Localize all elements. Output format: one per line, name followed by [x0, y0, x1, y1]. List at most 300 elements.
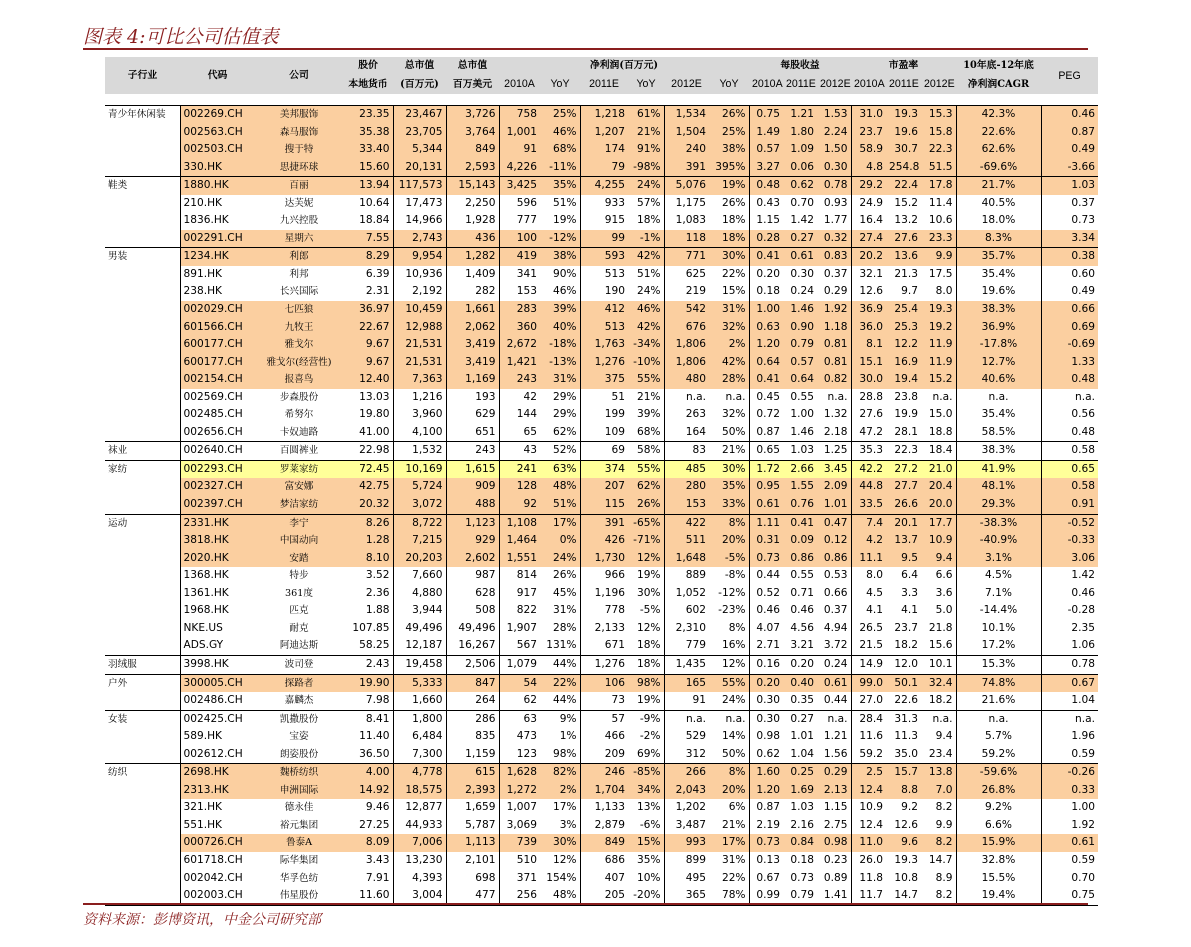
profit-yoy-2011-cell: -1% — [628, 230, 664, 248]
peg-cell: 3.34 — [1041, 230, 1098, 248]
profit-2010a-cell: 42 — [523, 390, 537, 403]
code-cell: 601566.CH — [180, 319, 255, 337]
profit-yoy-2010-cell: 51% — [540, 496, 580, 514]
market-cap-cell: 4,393 — [393, 870, 446, 888]
profit-cagr-cell: 35.4% — [956, 406, 1041, 424]
profit-2010a-cell: 243 — [499, 371, 540, 389]
pe-2011e-cell: 30.7 — [886, 141, 921, 159]
profit-yoy-2011-cell: -2% — [628, 728, 664, 746]
pe-2012e-cell: 18.4 — [921, 442, 956, 461]
profit-2012e-cell: 625 — [685, 267, 706, 280]
peg-cell: 1.00 — [1071, 801, 1095, 814]
price-cell: 72.45 — [343, 460, 393, 478]
header-sub: 2011E — [886, 75, 921, 94]
eps-2011e-cell: 0.09 — [783, 532, 817, 550]
profit-2012e-cell: 529 — [685, 730, 706, 743]
profit-2011e-cell: 426 — [580, 532, 628, 550]
profit-2010a-cell: 1,007 — [506, 801, 537, 814]
profit-cagr-cell: 48.1% — [956, 478, 1041, 496]
eps-2012e-cell: 1.32 — [817, 406, 851, 424]
eps-2012e-cell: 1.53 — [817, 106, 851, 124]
eps-2012e-cell: 0.37 — [817, 602, 851, 620]
profit-yoy-2010-cell: 2% — [540, 782, 580, 800]
profit-cagr-cell: 40.6% — [956, 371, 1041, 389]
profit-yoy-2010-cell: 98% — [540, 746, 580, 764]
header-sub: YoY — [540, 75, 580, 94]
eps-2010a-cell: 1.15 — [756, 214, 780, 227]
market-cap-cell: 21,531 — [393, 336, 446, 354]
header-price: 股价 — [343, 57, 393, 75]
pe-2012e-cell: 10.9 — [921, 532, 956, 550]
profit-yoy-2011-cell: 55% — [628, 460, 664, 478]
eps-2010a-cell: 0.41 — [749, 371, 783, 389]
pe-2011e-cell: 26.6 — [886, 496, 921, 514]
profit-yoy-2012-cell: 31% — [709, 852, 749, 870]
profit-yoy-2010-cell: 28% — [540, 620, 580, 638]
profit-cagr-cell: 36.9% — [956, 319, 1041, 337]
sector-cell — [105, 496, 180, 514]
profit-yoy-2010-cell: 48% — [540, 887, 580, 905]
pe-2010a-cell: 11.8 — [859, 871, 883, 884]
peg-cell: -0.52 — [1041, 514, 1098, 532]
peg-cell: -0.33 — [1041, 532, 1098, 550]
peg-cell: 1.42 — [1071, 569, 1095, 582]
profit-yoy-2011-cell: 35% — [628, 852, 664, 870]
pe-2011e-cell: 13.6 — [886, 248, 921, 266]
table-row — [105, 371, 1098, 389]
profit-2012e-cell: 91 — [692, 694, 706, 707]
eps-2012e-cell: 0.83 — [817, 248, 851, 266]
profit-cagr-cell: -59.6% — [956, 764, 1041, 782]
table-row — [105, 248, 1098, 266]
pe-2012e-cell: 20.4 — [921, 478, 956, 496]
company-name-cell: 思捷环球 — [255, 159, 343, 177]
pe-2010a-cell: 8.0 — [866, 569, 883, 582]
pe-2010a-cell: 31.0 — [851, 106, 886, 124]
sector-cell — [105, 870, 180, 888]
eps-2011e-cell: 0.79 — [783, 336, 817, 354]
profit-2012e-cell: 312 — [685, 747, 706, 760]
price-cell: 8.10 — [343, 550, 393, 568]
profit-2011e-cell: 778 — [604, 604, 625, 617]
eps-2011e-cell: 1.09 — [783, 141, 817, 159]
sector-cell — [105, 585, 180, 603]
profit-2011e-cell: 4,255 — [580, 177, 628, 195]
eps-2011e-cell: 0.27 — [783, 230, 817, 248]
eps-2012e-cell: n.a. — [817, 389, 851, 407]
code-cell: 002154.CH — [180, 371, 255, 389]
code-cell: 1361.HK — [183, 586, 229, 599]
peg-cell: 0.78 — [1041, 655, 1098, 674]
price-cell: 18.84 — [343, 212, 393, 230]
table-row — [105, 655, 1098, 674]
profit-2010a-cell: 1,079 — [499, 655, 540, 674]
profit-yoy-2010-cell: 52% — [540, 442, 580, 461]
eps-2012e-cell: 0.89 — [817, 870, 851, 888]
eps-2011e-cell: 0.79 — [783, 887, 817, 905]
profit-2012e-cell: 266 — [664, 764, 709, 782]
code-cell: 600177.CH — [180, 336, 255, 354]
profit-yoy-2010-cell: 40% — [540, 319, 580, 337]
profit-2012e-cell: 779 — [685, 639, 706, 652]
pe-2010a-cell: 42.2 — [851, 460, 886, 478]
market-cap-usd-cell: 1,659 — [446, 799, 499, 817]
eps-2012e-cell: 2.24 — [817, 124, 851, 142]
header-eps: 每股收益 — [749, 57, 851, 75]
market-cap-usd-cell: 1,928 — [446, 212, 499, 230]
eps-2010a-cell: 0.18 — [756, 285, 780, 298]
peg-cell: 0.46 — [1071, 586, 1095, 599]
eps-2011e-cell: 0.57 — [783, 354, 817, 372]
sector-cell: 袜业 — [105, 442, 180, 461]
sector-cell — [105, 389, 180, 407]
peg-cell: 3.06 — [1041, 550, 1098, 568]
profit-yoy-2012-cell: 55% — [709, 674, 749, 692]
pe-2012e-cell: 13.8 — [921, 764, 956, 782]
profit-2011e-cell: 106 — [580, 674, 628, 692]
profit-cagr-cell: 22.6% — [956, 124, 1041, 142]
eps-2011e-cell: 0.62 — [783, 177, 817, 195]
price-cell: 42.75 — [343, 478, 393, 496]
profit-2012e-cell: 219 — [685, 285, 706, 298]
profit-yoy-2012-cell: 38% — [709, 141, 749, 159]
market-cap-usd-cell: 3,419 — [446, 354, 499, 372]
eps-2010a-cell: 0.72 — [756, 408, 780, 421]
market-cap-usd-cell: 849 — [446, 141, 499, 159]
profit-yoy-2011-cell: 19% — [628, 692, 664, 710]
profit-yoy-2012-cell: 8% — [709, 620, 749, 638]
company-name-cell: 九兴控股 — [279, 215, 319, 227]
table-row — [105, 674, 1098, 692]
market-cap-usd-cell: 615 — [446, 764, 499, 782]
price-cell: 27.25 — [343, 817, 393, 835]
company-name-cell: 德永佳 — [284, 802, 314, 814]
pe-2011e-cell: 15.7 — [886, 764, 921, 782]
profit-2010a-cell: 65 — [523, 425, 537, 438]
market-cap-cell: 5,333 — [393, 674, 446, 692]
price-cell: 1.28 — [343, 532, 393, 550]
sector-cell — [105, 354, 180, 372]
profit-2011e-cell: 1,763 — [580, 336, 628, 354]
profit-2011e-cell: 671 — [604, 639, 625, 652]
pe-2012e-cell: 14.7 — [921, 852, 956, 870]
company-name-cell: 嘉麟杰 — [284, 695, 314, 707]
profit-2011e-cell: 207 — [580, 478, 628, 496]
profit-yoy-2011-cell: 69% — [628, 746, 664, 764]
sector-cell — [105, 159, 180, 177]
market-cap-cell: 1,216 — [393, 389, 446, 407]
profit-yoy-2011-cell: -98% — [628, 159, 664, 177]
pe-2012e-cell: 51.5 — [921, 159, 956, 177]
peg-cell: -0.28 — [1067, 604, 1095, 617]
price-cell: 6.39 — [343, 266, 393, 284]
profit-cagr-cell: 59.2% — [956, 746, 1041, 764]
company-name-cell: 雅戈尔 — [255, 336, 343, 354]
peg-cell: 0.61 — [1041, 834, 1098, 852]
company-name-cell: 李宁 — [255, 514, 343, 532]
market-cap-cell: 5,344 — [393, 141, 446, 159]
peg-cell: 0.48 — [1041, 371, 1098, 389]
table-row — [105, 514, 1098, 532]
sector-cell — [105, 817, 180, 835]
eps-2011e-cell: 0.06 — [783, 159, 817, 177]
market-cap-usd-cell: 909 — [446, 478, 499, 496]
profit-2012e-cell: 5,076 — [664, 177, 709, 195]
profit-yoy-2012-cell: 16% — [709, 637, 749, 655]
pe-2012e-cell: 15.0 — [921, 406, 956, 424]
profit-yoy-2010-cell: 29% — [540, 406, 580, 424]
pe-2011e-cell: 13.2 — [894, 214, 918, 227]
market-cap-usd-cell: 2,393 — [446, 782, 499, 800]
sector-cell — [105, 799, 180, 817]
profit-yoy-2012-cell: 12% — [709, 655, 749, 674]
code-cell: 1234.HK — [180, 248, 255, 266]
sector-cell — [105, 728, 180, 746]
table-row — [105, 478, 1098, 496]
market-cap-cell: 12,877 — [393, 799, 446, 817]
pe-2011e-cell: 19.9 — [894, 408, 918, 421]
peg-cell: 0.33 — [1041, 782, 1098, 800]
profit-2010a-cell: 822 — [516, 604, 537, 617]
pe-2012e-cell: 8.2 — [921, 834, 956, 852]
profit-2010a-cell: 739 — [499, 834, 540, 852]
market-cap-usd-cell: 628 — [446, 585, 499, 603]
figure-title: 图表 4:可比公司估值表 — [83, 26, 279, 48]
eps-2011e-cell: 1.69 — [783, 782, 817, 800]
market-cap-cell: 3,944 — [393, 602, 446, 620]
market-cap-cell: 3,072 — [393, 496, 446, 514]
market-cap-cell: 1,660 — [393, 692, 446, 710]
company-name-cell: 波司登 — [255, 655, 343, 674]
code-cell: 2331.HK — [180, 514, 255, 532]
eps-2010a-cell: 2.71 — [756, 639, 780, 652]
table-row — [105, 870, 1098, 888]
market-cap-cell: 17,473 — [393, 195, 446, 213]
pe-2010a-cell: 4.8 — [851, 159, 886, 177]
code-cell: 000726.CH — [180, 834, 255, 852]
table-row — [105, 567, 1098, 585]
market-cap-usd-cell: 508 — [446, 602, 499, 620]
profit-yoy-2010-cell: 25% — [540, 106, 580, 124]
pe-2012e-cell: 17.5 — [921, 266, 956, 284]
eps-2010a-cell: 0.48 — [749, 177, 783, 195]
profit-cagr-cell: 19.6% — [956, 283, 1041, 301]
profit-yoy-2012-cell: 32% — [709, 319, 749, 337]
profit-2011e-cell: 375 — [580, 371, 628, 389]
header-sub: 2011E — [580, 75, 628, 94]
pe-2011e-cell: 9.6 — [886, 834, 921, 852]
eps-2010a-cell: 0.20 — [749, 674, 783, 692]
profit-2011e-cell: 1,276 — [580, 354, 628, 372]
profit-yoy-2011-cell: -20% — [628, 887, 664, 905]
eps-2012e-cell: 1.18 — [817, 319, 851, 337]
profit-yoy-2010-cell: 68% — [540, 141, 580, 159]
pe-2012e-cell: 22.3 — [921, 141, 956, 159]
profit-2011e-cell: 246 — [580, 764, 628, 782]
peg-cell: 0.56 — [1071, 408, 1095, 421]
eps-2012e-cell: 3.72 — [817, 637, 851, 655]
eps-2010a-cell: 3.27 — [749, 159, 783, 177]
eps-2012e-cell: 0.93 — [817, 195, 851, 213]
profit-yoy-2012-cell: 17% — [709, 834, 749, 852]
pe-2011e-cell: 22.6 — [894, 694, 918, 707]
eps-2010a-cell: 1.20 — [749, 336, 783, 354]
price-cell: 7.98 — [343, 692, 393, 710]
peg-cell: 0.46 — [1041, 106, 1098, 124]
market-cap-cell: 7,363 — [393, 371, 446, 389]
profit-2012e-cell: n.a. — [686, 390, 706, 403]
profit-2010a-cell: 1,272 — [499, 782, 540, 800]
market-cap-usd-cell: 1,661 — [446, 301, 499, 319]
pe-2012e-cell: 9.4 — [921, 728, 956, 746]
sector-cell — [105, 782, 180, 800]
market-cap-usd-cell: 477 — [446, 887, 499, 905]
eps-2010a-cell: 0.28 — [749, 230, 783, 248]
pe-2011e-cell: 28.1 — [894, 425, 918, 438]
profit-2012e-cell: 676 — [664, 319, 709, 337]
eps-2010a-cell: 2.19 — [756, 818, 780, 831]
sector-cell — [105, 406, 180, 424]
peg-cell: 0.49 — [1071, 285, 1095, 298]
profit-2012e-cell: 391 — [664, 159, 709, 177]
company-name-cell: 百圆裤业 — [255, 442, 343, 461]
sector-cell: 运动 — [105, 514, 180, 532]
header-code: 代码 — [180, 57, 255, 94]
profit-2010a-cell: 758 — [499, 106, 540, 124]
profit-2010a-cell: 62 — [523, 694, 537, 707]
pe-2011e-cell: 19.3 — [886, 106, 921, 124]
profit-cagr-cell: 12.7% — [956, 354, 1041, 372]
eps-2010a-cell: 1.60 — [749, 764, 783, 782]
profit-yoy-2011-cell: 46% — [628, 301, 664, 319]
pe-2011e-cell: 15.2 — [894, 196, 918, 209]
eps-2011e-cell: 4.56 — [790, 621, 814, 634]
header-pe: 市盈率 — [851, 57, 956, 75]
profit-yoy-2012-cell: 15% — [709, 283, 749, 301]
profit-yoy-2012-cell: -8% — [709, 567, 749, 585]
profit-cagr-cell: 40.5% — [956, 195, 1041, 213]
market-cap-usd-cell: 651 — [446, 424, 499, 442]
eps-2010a-cell: 0.16 — [749, 655, 783, 674]
pe-2012e-cell: 19.3 — [921, 301, 956, 319]
market-cap-usd-cell: 16,267 — [446, 637, 499, 655]
price-cell: 15.60 — [343, 159, 393, 177]
code-cell: 600177.CH — [180, 354, 255, 372]
sector-cell — [105, 266, 180, 284]
peg-cell: 0.59 — [1071, 747, 1095, 760]
profit-yoy-2012-cell: n.a. — [709, 389, 749, 407]
peg-cell: 0.91 — [1041, 496, 1098, 514]
profit-yoy-2010-cell: 17% — [540, 514, 580, 532]
pe-2012e-cell: 11.4 — [921, 195, 956, 213]
eps-2011e-cell: 1.03 — [783, 442, 817, 461]
peg-cell: 0.49 — [1041, 141, 1098, 159]
bottom-rule — [83, 903, 1088, 905]
market-cap-usd-cell: 847 — [446, 674, 499, 692]
code-cell: 551.HK — [183, 818, 223, 831]
profit-2011e-cell: 513 — [580, 319, 628, 337]
pe-2011e-cell: 8.8 — [886, 782, 921, 800]
eps-2010a-cell: 0.57 — [749, 141, 783, 159]
price-cell: 9.67 — [343, 354, 393, 372]
profit-yoy-2011-cell: 15% — [628, 834, 664, 852]
profit-2011e-cell: 966 — [604, 569, 625, 582]
profit-cagr-cell: 21.6% — [956, 692, 1041, 710]
peg-cell: 0.66 — [1041, 301, 1098, 319]
pe-2012e-cell: 9.9 — [921, 248, 956, 266]
table-row — [105, 124, 1098, 142]
pe-2010a-cell: 29.2 — [851, 177, 886, 195]
market-cap-usd-cell: 1,615 — [446, 460, 499, 478]
pe-2011e-cell: 18.2 — [894, 639, 918, 652]
eps-2010a-cell: 0.64 — [749, 354, 783, 372]
profit-yoy-2012-cell: 30% — [709, 460, 749, 478]
profit-2010a-cell: 241 — [499, 460, 540, 478]
profit-2012e-cell: 280 — [664, 478, 709, 496]
header-sub: 2010A — [499, 75, 540, 94]
profit-2012e-cell: 422 — [664, 514, 709, 532]
header-cagr-unit: 净利润CAGR — [956, 75, 1041, 94]
profit-yoy-2012-cell: 22% — [709, 870, 749, 888]
eps-2011e-cell: 0.35 — [790, 694, 814, 707]
market-cap-usd-cell: 49,496 — [446, 620, 499, 638]
profit-2011e-cell: 73 — [611, 694, 625, 707]
profit-2010a-cell: 473 — [516, 730, 537, 743]
eps-2010a-cell: 0.30 — [756, 694, 780, 707]
pe-2011e-cell: 50.1 — [886, 674, 921, 692]
company-name-cell: 宝姿 — [289, 731, 309, 743]
profit-2012e-cell: 2,310 — [675, 621, 706, 634]
profit-cagr-cell: 15.9% — [956, 834, 1041, 852]
sector-cell — [105, 212, 180, 230]
pe-2011e-cell: 31.3 — [886, 710, 921, 728]
profit-cagr-cell: 3.1% — [956, 550, 1041, 568]
profit-yoy-2012-cell: 31% — [709, 301, 749, 319]
pe-2012e-cell: 9.4 — [921, 550, 956, 568]
market-cap-usd-cell: 5,787 — [446, 817, 499, 835]
profit-yoy-2010-cell: 0% — [540, 532, 580, 550]
peg-cell: 0.75 — [1041, 887, 1098, 905]
profit-yoy-2012-cell: 50% — [709, 746, 749, 764]
profit-yoy-2011-cell: 55% — [628, 371, 664, 389]
profit-yoy-2012-cell: 8% — [709, 764, 749, 782]
table-row — [105, 195, 1098, 213]
eps-2010a-cell: 1.11 — [749, 514, 783, 532]
profit-yoy-2011-cell: 21% — [628, 124, 664, 142]
profit-cagr-cell: n.a. — [956, 389, 1041, 407]
price-cell: 41.00 — [343, 424, 393, 442]
eps-2012e-cell: 0.86 — [817, 550, 851, 568]
eps-2012e-cell: 0.30 — [817, 159, 851, 177]
profit-yoy-2012-cell: 21% — [709, 817, 749, 835]
profit-yoy-2012-cell: 18% — [709, 230, 749, 248]
market-cap-usd-cell: 2,593 — [446, 159, 499, 177]
eps-2012e-cell: n.a. — [817, 710, 851, 728]
profit-2011e-cell: 205 — [580, 887, 628, 905]
eps-2011e-cell: 1.46 — [783, 301, 817, 319]
profit-yoy-2012-cell: 32% — [709, 406, 749, 424]
table-row — [105, 496, 1098, 514]
profit-cagr-cell: 9.2% — [956, 799, 1041, 817]
pe-2011e-cell: 12.0 — [886, 655, 921, 674]
company-name-cell: 际华集团 — [279, 854, 319, 866]
market-cap-usd-cell: 3,419 — [446, 336, 499, 354]
peg-cell: 0.69 — [1041, 319, 1098, 337]
eps-2010a-cell: 0.46 — [756, 604, 780, 617]
company-name-cell: 361度 — [285, 587, 313, 599]
eps-2010a-cell: 0.31 — [749, 532, 783, 550]
profit-yoy-2011-cell: -5% — [628, 602, 664, 620]
